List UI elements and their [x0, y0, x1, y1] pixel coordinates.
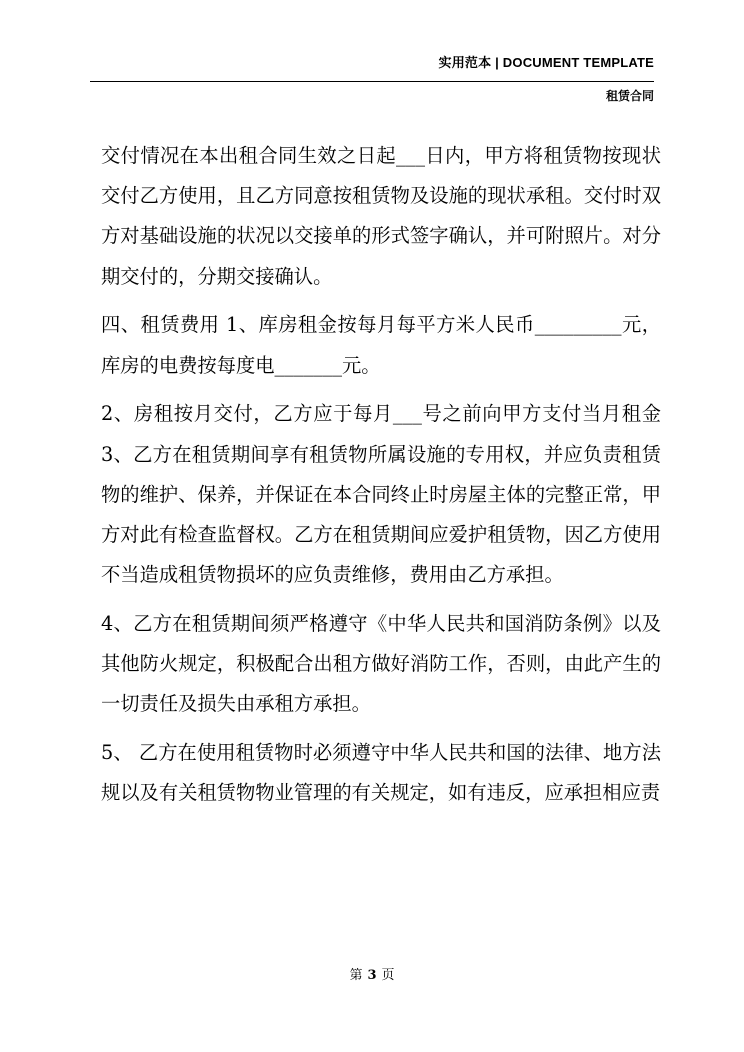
paragraph-rent-fees: 四、租赁费用 1、库房租金按每月每平方米人民币_________元，库房的电费按每度电_______元。: [101, 313, 661, 377]
paragraph-delivery: 交付情况在本出租合同生效之日起___日内，甲方将租赁物按现状交付乙方使用，且乙方同意按租赁物及设施的现状承租。交付时双方对基础设施的状况以交接单的形式签字确认，并可附照片。对分期交付的，分期交接确认。: [101, 144, 661, 288]
paragraph-payment-maintenance: 2、房租按月交付，乙方应于每月___号之前向甲方支付当月租金 3、乙方在租赁期间享有租赁物所属设施的专用权，并应负责租赁物的维护、保养，并保证在本合同终止时房屋主体的完整正常，甲方对此有检查监督权。乙方在租赁期间应爱护租赁物，因乙方使用不当造成租赁物损坏的应负责维修，费用由乙方承担。: [101, 402, 661, 587]
page-footer: [0, 964, 744, 983]
header-title: 实用范本 | DOCUMENT TEMPLATE: [438, 55, 654, 70]
footer-prefix: 第: [349, 968, 363, 983]
paragraph-fire-safety: 4、乙方在租赁期间须严格遵守《中华人民共和国消防条例》以及其他防火规定，积极配合出租方做好消防工作，否则，由此产生的一切责任及损失由承租方承担。: [101, 612, 661, 716]
header-subtitle: 租赁合同: [605, 89, 654, 103]
paragraph-legal-compliance: 5、 乙方在使用租赁物时必须遵守中华人民共和国的法律、地方法规以及有关租赁物物业管理的有关规定，如有违反，应承担相应责: [101, 741, 661, 805]
footer-suffix: 页: [381, 968, 395, 983]
header-divider: [90, 81, 654, 82]
page-number: 3: [367, 968, 377, 983]
document-body: [101, 136, 661, 822]
